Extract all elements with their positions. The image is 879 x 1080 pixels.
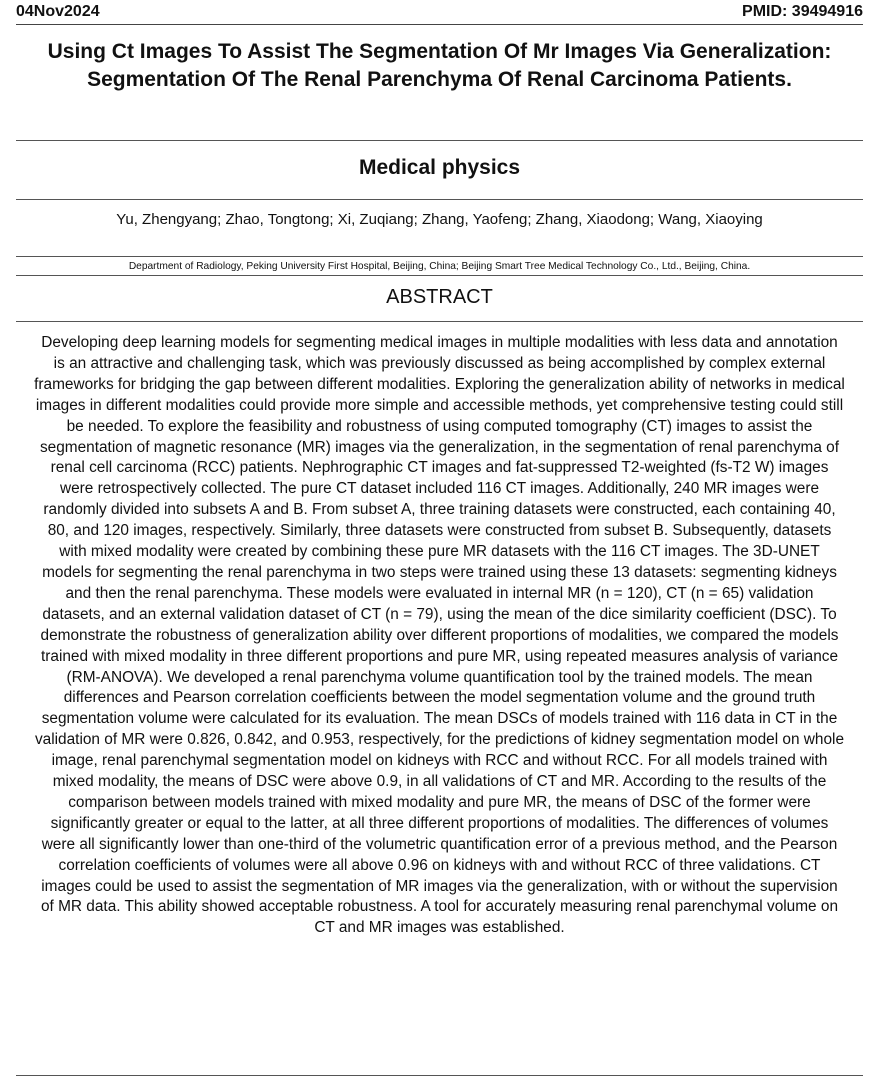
divider-bottom	[16, 1075, 863, 1076]
top-bar	[16, 0, 863, 25]
divider-abstract-heading	[16, 321, 863, 322]
abstract-text: Developing deep learning models for segmenting medical images in multiple modalities with less data and annotation is an attractive and challenging task, which was previously discussed as being accomplished by complex external frameworks for bridging the gap between different modalities. Exploring the generalization ability of networks in medical images in different modalities could provide more simple and accessible methods, yet comprehensive testing could still be needed. To explore the feasibility and robustness of using computed tomography (CT) images to assist the segmentation of magnetic resonance (MR) images via the generalization, in the segmentation of renal parenchyma of renal cell carcinoma (RCC) patients. Nephrographic CT images and fat-suppressed T2-weighted (fs-T2 W) images were retrospectively collected. The pure CT dataset included 116 CT images. Additionally, 240 MR images were randomly divided into subsets A and B. From subset A, three training datasets were constructed, each containing 40, 80, and 120 images, respectively. Similarly, three datasets were constructed from subset B. Subsequently, datasets with mixed modality were created by combining these pure MR datasets with the 116 CT images. The 3D-UNET models for segmenting the renal parenchyma in two steps were trained using these 13 datasets: segmenting kidneys and then the renal parenchyma. These models were evaluated in internal MR (n = 120), CT (n = 65) validation datasets, and an external validation dataset of CT (n = 79), using the mean of the dice similarity coefficient (DSC). To demonstrate the robustness of generalization ability over different proportions of modalities, we compared the models trained with mixed modality in three different proportions and pure MR, using repeated measures analysis of variance (RM-ANOVA). We developed a renal parenchyma volume quantification tool by the trained models. The mean differences and Pearson correlation coefficients between the model segmentation volume and the ground truth segmentation volume were calculated for its evaluation. The mean DSCs of models trained with 116 data in CT in the validation of MR were 0.826, 0.842, and 0.953, respectively, for the predictions of kidney segmentation model on whole image, renal parenchymal segmentation model on kidneys with RCC and without RCC. For all models trained with mixed modality, the means of DSC were above 0.9, in all validations of CT and MR. According to the results of the comparison between models trained with mixed modality and pure MR, the means of DSC of the former were significantly greater or equal to the latter, at all three different proportions of modalities. The differences of volumes were all significantly lower than one-third of the volumetric quantification error of a previous method, and the Pearson correlation coefficients of volumes were all above 0.96 on kidneys with and without RCC of three validations. CT images could be used to assist the segmentation of MR images via the generalization, with or without the supervision of MR data. This ability showed acceptable robustness. A tool for accurately measuring renal parenchymal volume on CT and MR images was established.	[34, 334, 845, 937]
divider-affiliation	[16, 275, 863, 276]
affiliation: Department of Radiology, Peking University First Hospital, Beijing, China; Beijing Smart Tree Medical Technology Co., Ltd., Beijing, China.	[128, 261, 751, 272]
paper-title: Using Ct Images To Assist The Segmentation Of Mr Images Via Generalization: Segmentation Of The Renal Parenchyma Of Renal Carcinoma Patients.	[47, 40, 832, 91]
divider-title	[16, 140, 863, 141]
publication-date: 04Nov2024	[16, 3, 100, 20]
author-list: Yu, Zhengyang; Zhao, Tongtong; Xi, Zuqiang; Zhang, Yaofeng; Zhang, Xiaodong; Wang, Xiaoying	[116, 211, 763, 228]
divider-journal	[16, 199, 863, 200]
pmid-label: PMID: 39494916	[742, 3, 863, 20]
divider-authors	[16, 256, 863, 257]
abstract-heading: ABSTRACT	[386, 286, 493, 308]
journal-name: Medical physics	[358, 156, 521, 179]
